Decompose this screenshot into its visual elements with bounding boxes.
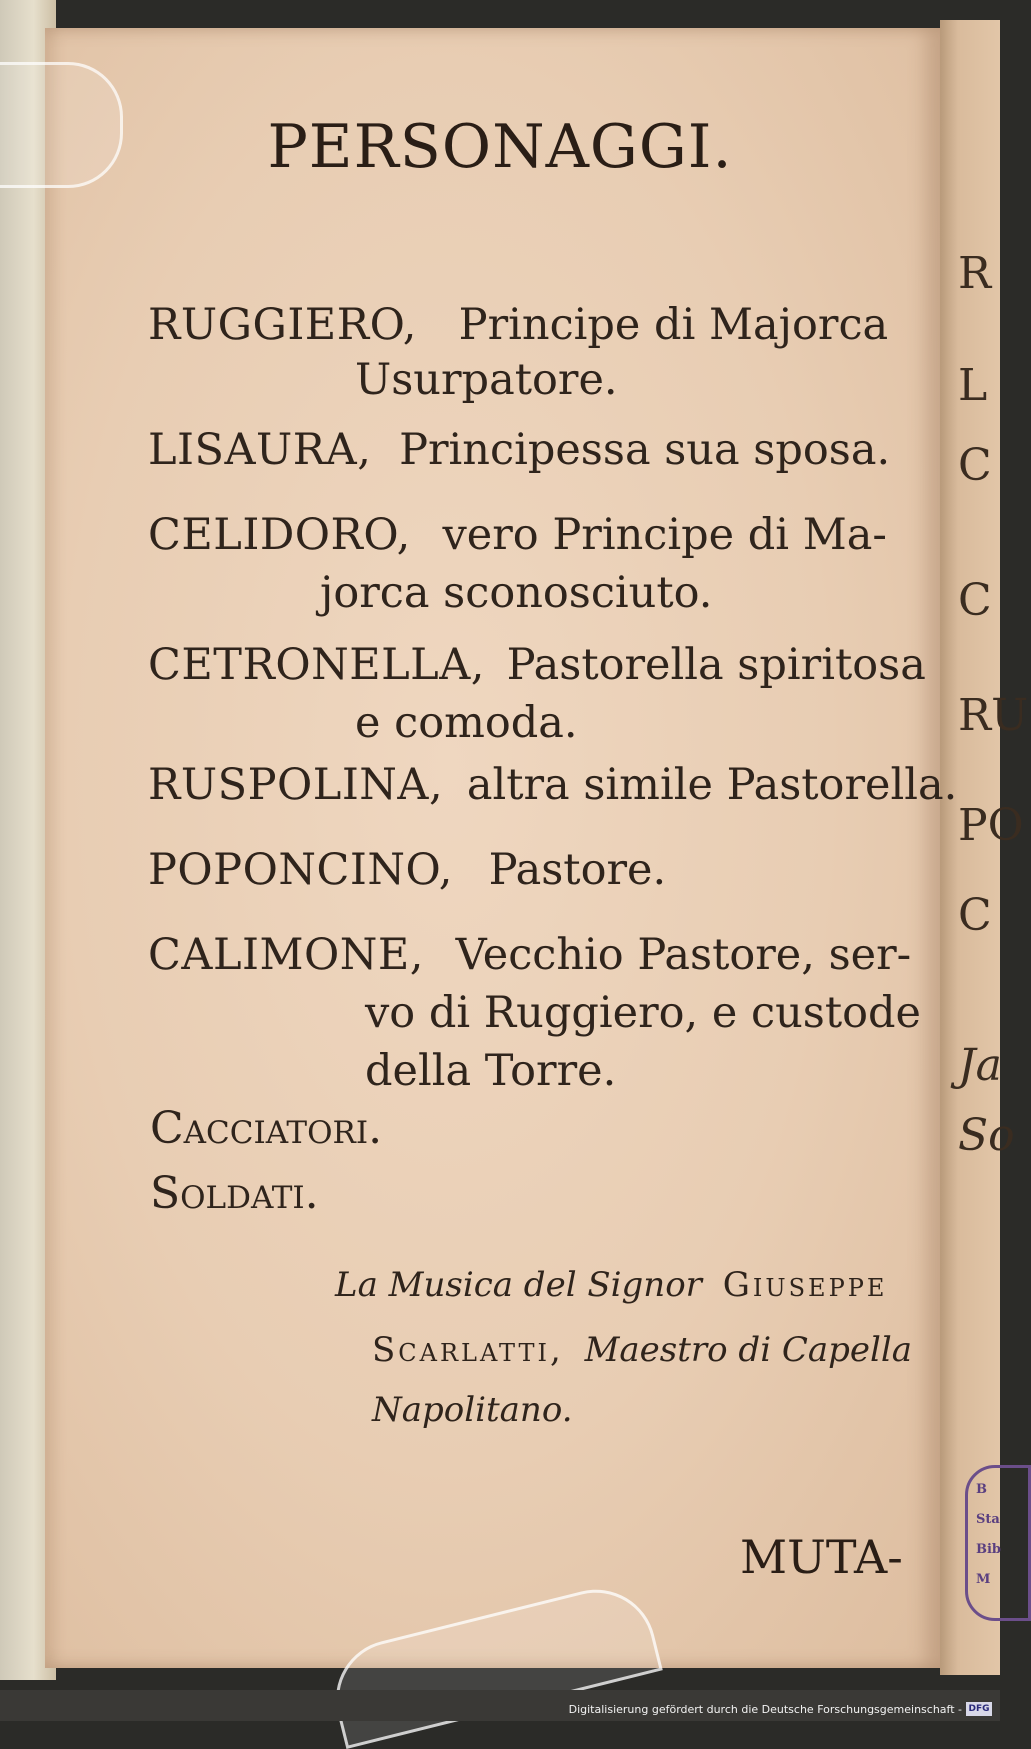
character-description-continued: della Torre. — [365, 1046, 617, 1096]
music-credit-line1 — [335, 1265, 887, 1305]
adjacent-letter: L — [958, 360, 988, 411]
extras-cacciatori: Cacciatori. — [150, 1103, 383, 1154]
page-clip-top — [0, 62, 123, 188]
adjacent-letter: Ja — [958, 1040, 1002, 1091]
stamp-line: B — [976, 1482, 987, 1497]
character-name: POPONCINO, — [148, 845, 453, 895]
stamp-line: Sta — [976, 1512, 1000, 1527]
character-entry — [148, 930, 911, 980]
character-description-continued: e comoda. — [355, 698, 578, 748]
character-description: vero Principe di Ma- — [442, 510, 887, 560]
character-name: RUSPOLINA, — [148, 760, 444, 810]
adjacent-letter: PO — [958, 800, 1024, 851]
character-entry — [148, 425, 890, 475]
funding-note: Digitalisierung gefördert durch die Deutsche Forschungsgemeinschaft - — [568, 1703, 962, 1716]
character-description-continued: vo di Ruggiero, e custode — [365, 988, 921, 1038]
page-title: PERSONAGGI. — [267, 112, 733, 182]
credit-italic: La Musica del Signor — [335, 1265, 702, 1305]
character-name: LISAURA, — [148, 425, 372, 475]
adjacent-letter: C — [958, 890, 992, 941]
music-credit-line3 — [372, 1390, 573, 1430]
character-name: CELIDORO, — [148, 510, 411, 560]
character-description: Pastore. — [488, 845, 667, 895]
adjacent-letter: So — [958, 1110, 1015, 1161]
composer-surname: Scarlatti, — [372, 1330, 564, 1370]
adjacent-letter: RU — [958, 690, 1029, 741]
stamp-line: Bib — [976, 1542, 1002, 1557]
adjacent-letter: R — [958, 248, 992, 299]
character-description: Principessa sua sposa. — [399, 425, 891, 475]
character-entry — [148, 640, 926, 690]
character-description: Pastorella spiritosa — [506, 640, 926, 690]
character-name: CETRONELLA, — [148, 640, 485, 690]
adjacent-letter: C — [958, 440, 992, 491]
character-description-continued: Usurpatore. — [355, 355, 618, 405]
character-description: altra simile Pastorella. — [466, 760, 958, 810]
character-description: Vecchio Pastore, ser- — [455, 930, 912, 980]
credit-italic: Maestro di Capella — [584, 1330, 913, 1370]
character-entry — [148, 510, 887, 560]
character-description-continued: jorca sconosciuto. — [320, 568, 713, 618]
credit-italic: Napolitano. — [372, 1390, 573, 1430]
character-entry — [148, 760, 957, 810]
library-stamp — [965, 1465, 1031, 1621]
extras-soldati: Soldati. — [150, 1168, 319, 1219]
character-name: CALIMONE, — [148, 930, 424, 980]
adjacent-letter: C — [958, 575, 992, 626]
dfg-logo: DFG — [966, 1702, 992, 1716]
stamp-line: M — [976, 1572, 991, 1587]
music-credit-line2 — [372, 1330, 912, 1370]
character-entry — [148, 845, 666, 895]
character-entry — [148, 300, 888, 350]
catchword: MUTA- — [740, 1530, 903, 1584]
character-name: RUGGIERO, — [148, 300, 417, 350]
composer-first-name: Giuseppe — [722, 1265, 888, 1305]
character-description: Principe di Majorca — [458, 300, 889, 350]
